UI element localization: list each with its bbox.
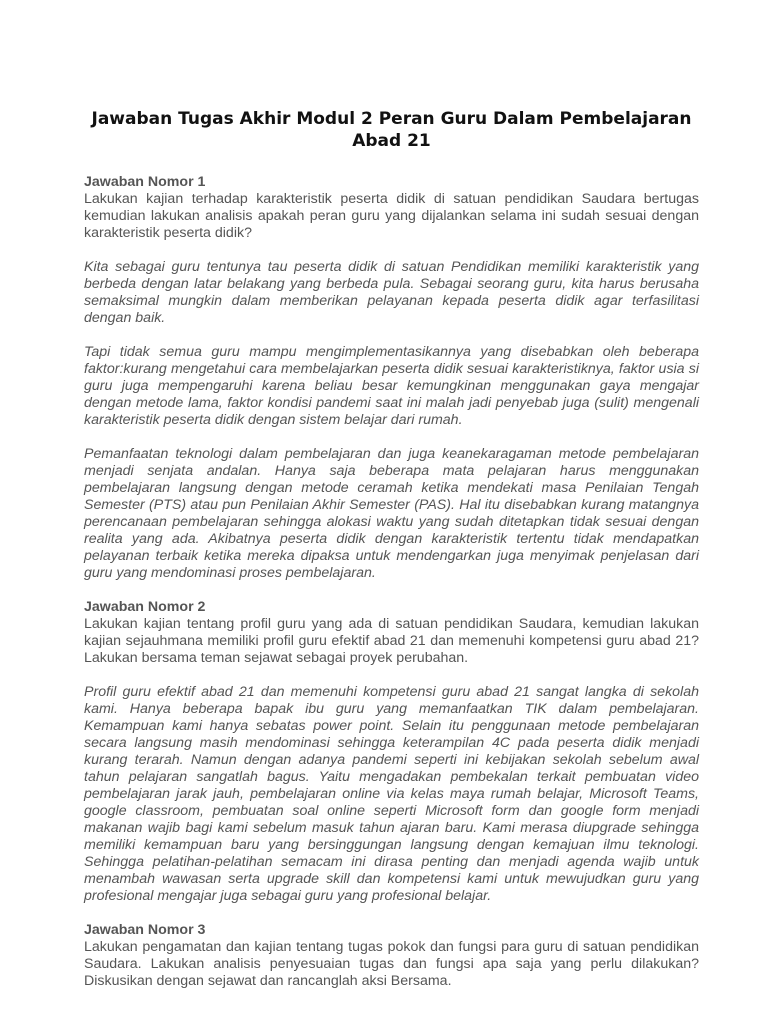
section-heading: Jawaban Nomor 3 [84, 922, 206, 938]
section-heading: Jawaban Nomor 2 [84, 599, 206, 615]
question-text: Lakukan kajian tentang profil guru yang ada di satuan pendidikan Saudara, kemudian lakukan kajian sejauhmana memiliki profil guru efektif abad 21 dan memenuhi kompetensi guru abad 21? Lakukan bersama teman sejawat sebagai proyek perubahan. [84, 616, 699, 666]
answer-paragraph: Tapi tidak semua guru mampu mengimplementasikannya yang disebabkan oleh beberapa faktor:kurang mengetahui cara membelajarkan peserta didik sesuai karakteristiknya, faktor usia si guru juga mempengaruhi karena beliau besar kemungkinan menggunakan gaya mengajar dengan metode lama, faktor kondisi pandemi saat ini malah jadi penyebab juga (sulit) mengenali karakteristik peserta didik dengan sistem belajar dari rumah. [84, 344, 699, 428]
question-text: Lakukan pengamatan dan kajian tentang tugas pokok dan fungsi para guru di satuan pendidikan Saudara. Lakukan analisis penyesuaian tugas dan fungsi apa saja yang perlu dilakukan? Diskusikan dengan sejawat dan rancanglah aksi Bersama. [84, 939, 699, 989]
answer-paragraph: Pemanfaatan teknologi dalam pembelajaran dan juga keanekaragaman metode pembelajaran menjadi senjata andalan. Hanya saja beberapa mata pelajaran harus menggunakan pembelajaran langsung dengan metode ceramah ketika mendekati masa Penilaian Tengah Semester (PTS) atau pun Penilaian Akhir Semester (PAS). Hal itu disebabkan kurang matangnya perencanaan pembelajaran sehingga alokasi waktu yang sudah ditetapkan tidak sesuai dengan realita yang ada. Akibatnya peserta didik dengan karakteristik tertentu tidak mendapatkan pelayanan terbaik ketika mereka dipaksa untuk mendengarkan juga menyimak penjelasan dari guru yang mendominasi proses pembelajaran. [84, 446, 699, 581]
section-answer-3 [84, 922, 699, 990]
section-heading: Jawaban Nomor 1 [84, 174, 206, 190]
question-text: Lakukan kajian terhadap karakteristik peserta didik di satuan pendidikan Saudara bertugas kemudian lakukan analisis apakah peran guru yang dijalankan selama ini sudah sesuai dengan karakteristik peserta didik? [84, 191, 699, 241]
section-answer-1 [84, 174, 699, 582]
answer-paragraph: Profil guru efektif abad 21 dan memenuhi kompetensi guru abad 21 sangat langka di sekolah kami. Hanya beberapa bapak ibu guru yang memanfaatkan TIK dalam pembelajaran. Kemampuan kami hanya sebatas power point. Selain itu penggunaan metode pembelajaran secara langsung masih mendominasi sehingga keterampilan 4C pada peserta didik menjadi kurang terarah. Namun dengan adanya pandemi seperti ini kebijakan sekolah sebelum awal tahun pelajaran sangatlah bagus. Yaitu mengadakan pembekalan terkait pembuatan video pembelajaran jarak jauh, pembelajaran online via kelas maya rumah belajar, Microsoft Teams, google classroom, pembuatan soal online seperti Microsoft form dan google form menjadi makanan wajib bagi kami sebelum masuk tahun ajaran baru. Kami merasa diupgrade sehingga memiliki kemampuan baru yang bersinggungan langsung dengan kemajuan ilmu teknologi. Sehingga pelatihan-pelatihan semacam ini dirasa penting dan menjadi agenda wajib untuk menambah wawasan serta upgrade skill dan kompetensi kami untuk mewujudkan guru yang profesional mengajar juga sebagai guru yang profesional belajar. [84, 684, 699, 904]
document-page [84, 108, 699, 1007]
answer-paragraph: Kita sebagai guru tentunya tau peserta didik di satuan Pendidikan memiliki karakteristik yang berbeda dengan latar belakang yang berbeda pula. Sebagai seorang guru, kita harus berusaha semaksimal mungkin dalam memberikan pelayanan kepada peserta didik agar terfasilitasi dengan baik. [84, 259, 699, 326]
document-title: Jawaban Tugas Akhir Modul 2 Peran Guru Dalam Pembelajaran Abad 21 [91, 109, 692, 151]
section-answer-2 [84, 599, 699, 905]
